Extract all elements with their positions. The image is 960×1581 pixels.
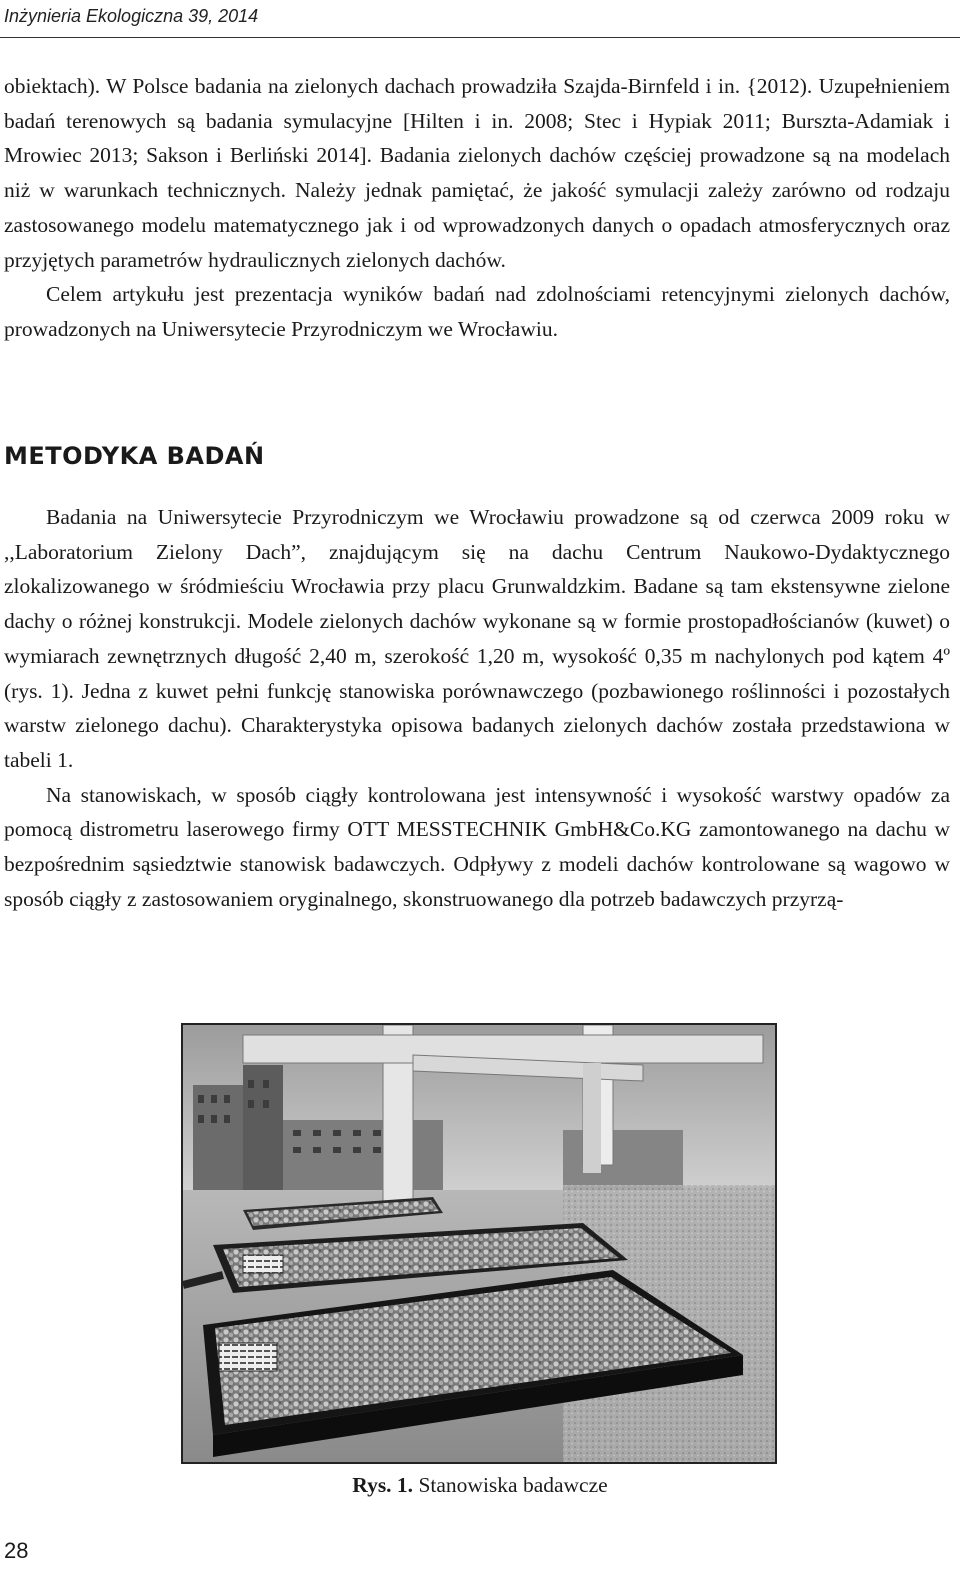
paragraph: Celem artykułu jest prezentacja wyników badań nad zdolnościami retencyjnymi zielonych dachów, prowadzonych na Uniwersytecie Przyrodniczym we Wrocławiu. bbox=[4, 282, 950, 341]
paragraph: obiektach). W Polsce badania na zielonych dachach prowadziła Szajda-Birnfeld i in. {2012). Uzupełnieniem badań terenowych są badania symulacyjne [Hilten i in. 2008; Stec i Hypiak 2011; Burszta-Adamiak i Mrowiec 2013; Sakson i Berliński 2014]. Badania zielonych dachów częściej prowadzone są na modelach niż w warunkach technicznych. Należy jednak pamiętać, że jakość symulacji zależy zarówno od rodzaju zastosowanego modelu matematycznego jak i od wprowadzonych danych o opadach atmosferycznych oraz przyjętych parametrów hydraulicznych zielonych dachów. bbox=[4, 74, 950, 272]
method-text bbox=[4, 500, 950, 916]
running-head: Inżynieria Ekologiczna 39, 2014 bbox=[4, 6, 259, 26]
figure-caption-text: Stanowiska badawcze bbox=[418, 1473, 608, 1497]
figure-label: Rys. 1. bbox=[352, 1473, 414, 1497]
intro-text bbox=[4, 69, 950, 347]
figure-photo bbox=[181, 1023, 777, 1464]
paragraph: Na stanowiskach, w sposób ciągły kontrolowana jest intensywność i wysokość warstwy opadów za pomocą distrometru laserowego firmy OTT MESSTECHNIK GmbH&Co.KG zamontowanego na dachu w bezpośrednim sąsiedztwie stanowisk badawczych. Odpływy z modeli dachów kontrolowane są wagowo w sposób ciągły z zastosowaniem oryginalnego, skonstruowanego dla potrzeb badawczych przyrzą- bbox=[4, 782, 950, 911]
header-rule bbox=[0, 37, 960, 38]
rooftop-green-roof-photo bbox=[183, 1025, 775, 1462]
paragraph: Badania na Uniwersytecie Przyrodniczym we Wrocławiu prowadzone są od czerwca 2009 roku w ,,Laboratorium Zielony Dach”, znajdującym się na dachu Centrum Naukowo-Dydaktycznego zlokalizowanego w śródmieściu Wrocławia przy placu Grunwaldzkim. Badane są tam ekstensywne zielone dachy o różnej konstrukcji. Modele zielonych dachów wykonane są w formie prostopadłościanów (kuwet) o wymiarach zewnętrznych długość 2,40 m, szerokość 1,20 m, wysokość 0,35 m nachylonych pod kątem 4º (rys. 1). Jedna z kuwet pełni funkcję stanowiska porównawczego (pozbawionego roślinności i pozostałych warstw zielonego dachu). Charakterystyka opisowa badanych zielonych dachów została przedstawiona w tabeli 1. bbox=[4, 505, 950, 772]
page-number: 28 bbox=[4, 1538, 29, 1563]
figure-caption bbox=[0, 1473, 960, 1498]
section-heading: METODYKA BADAŃ bbox=[4, 442, 265, 470]
